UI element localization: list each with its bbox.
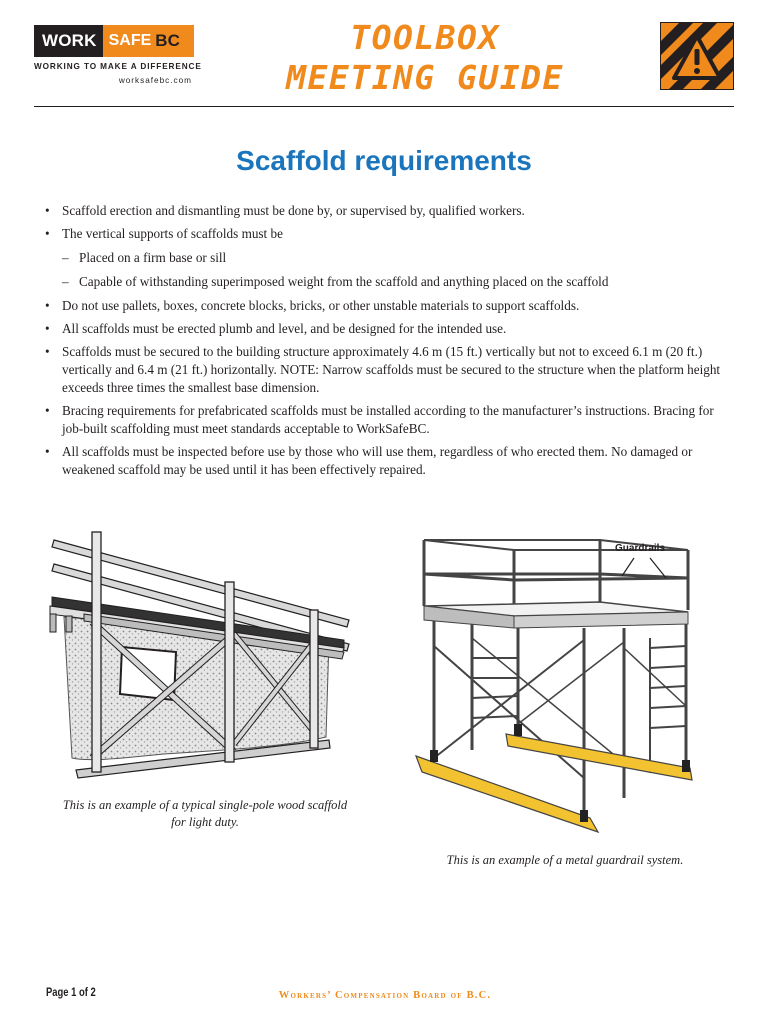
guide-title-line1: TOOLBOX xyxy=(350,18,500,57)
list-item xyxy=(45,225,725,291)
wood-scaffold-illustration xyxy=(44,522,354,792)
page-number: Page 1 of 2 xyxy=(46,987,96,999)
guide-title-line2: MEETING GUIDE xyxy=(286,58,564,97)
sub-list-item: – Capable of withstanding superimposed weight from the scaffold and anything placed on the scaffold xyxy=(62,273,725,291)
warning-triangle-icon xyxy=(660,22,734,90)
logo-work: WORK xyxy=(34,25,103,57)
guardrails-label: Guardrails xyxy=(615,543,666,554)
logo-safe: SAFE xyxy=(108,32,152,49)
list-item: • Scaffold erection and dismantling must be done by, or supervised by, qualified workers. xyxy=(45,202,725,220)
worksafebc-logo xyxy=(34,25,194,57)
list-item: • Scaffolds must be secured to the building structure approximately 4.6 m (15 ft.) vertically but not to exceed 6.1 m (20 ft.) vertically and 6.4 m (21 ft.) horizontally. NOTE: Narrow scaffolds must be secured to the structure when the platform height exceeds three times the smallest base dimension. xyxy=(45,343,725,397)
logo-bc: BC xyxy=(155,31,180,50)
list-item: • All scaffolds must be erected plumb and level, and be designed for the intended use. xyxy=(45,320,725,338)
header-divider xyxy=(34,106,734,107)
list-item: • Do not use pallets, boxes, concrete blocks, bricks, or other unstable materials to support scaffolds. xyxy=(45,297,725,315)
requirements-list xyxy=(45,202,725,484)
sub-list xyxy=(62,249,725,291)
list-item: • All scaffolds must be inspected before use by those who will use them, regardless of who erected them. No damaged or weakened scaffold may be used until it has been effectively repaired. xyxy=(45,443,725,479)
list-item-text: The vertical supports of scaffolds must be xyxy=(62,226,283,241)
guide-title xyxy=(240,18,610,98)
list-item: • Bracing requirements for prefabricated scaffolds must be installed according to the manufacturer’s instructions. Bracing for job-built scaffolding must meet standards acceptable to WorkSafeBC. xyxy=(45,402,725,438)
left-figure-caption: This is an example of a typical single-pole wood scaffold for light duty. xyxy=(62,798,348,829)
tagline: WORKING TO MAKE A DIFFERENCE xyxy=(34,62,202,71)
page-title: Scaffold requirements xyxy=(236,145,532,176)
right-figure-caption: This is an example of a metal guardrail system. xyxy=(446,853,684,867)
footer-organization: Workers’ Compensation Board of B.C. xyxy=(278,990,492,1001)
sub-list-item: – Placed on a firm base or sill xyxy=(62,249,725,267)
website: worksafebc.com xyxy=(118,76,192,85)
metal-guardrail-illustration xyxy=(410,528,710,846)
